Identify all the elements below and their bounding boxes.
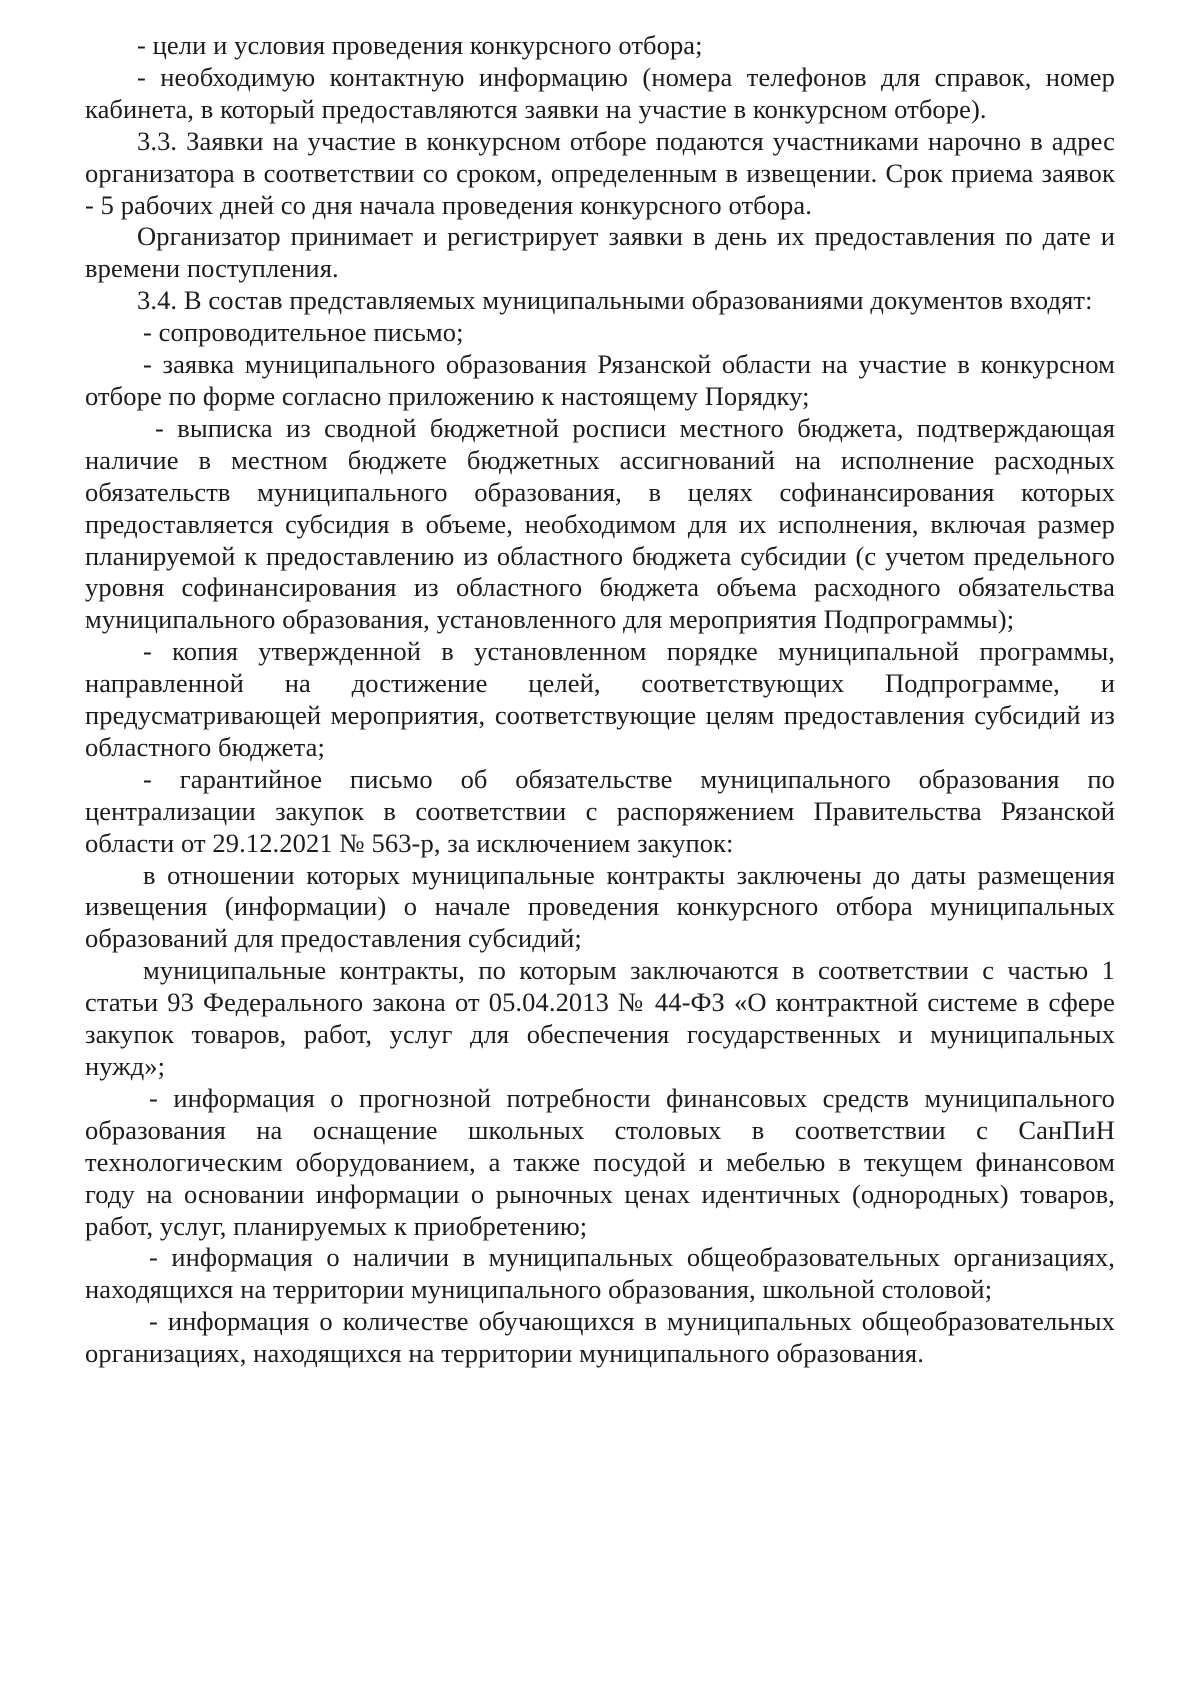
- list-item-contact-info: - необходимую контактную информацию (номера телефонов для справок, номер кабинета, в который предоставляются заявки на участие в конкурсном отборе).: [85, 61, 1115, 124]
- paragraph-organizer: Организатор принимает и регистрирует заявки в день их предоставления по дате и времени поступления.: [85, 221, 1115, 284]
- paragraph-3-3: 3.3. Заявки на участие в конкурсном отборе подаются участниками нарочно в адрес организатора в соответствии со сроком, определенным в извещении. Срок приема заявок - 5 рабочих дней со дня начала проведения конкурсного отбора.: [85, 125, 1115, 220]
- paragraph-3-4: 3.4. В состав представляемых муниципальными образованиями документов входят:: [137, 285, 1093, 316]
- document-page: [85, 30, 1115, 1370]
- list-item-forecast-need: - информация о прогнозной потребности финансовых средств муниципального образования на оснащение школьных столовых в соответствии с СанПиН технологическим оборудованием, а также посудой и мебелью в текущем финансовом году на основании информации о рыночных ценах идентичных (однородных) товаров, работ, услуг, планируемых к приобретению;: [85, 1082, 1115, 1241]
- list-item-application: - заявка муниципального образования Рязанской области на участие в конкурсном отборе по форме согласно приложению к настоящему Порядку;: [85, 349, 1115, 411]
- sub-item-contracts-article-93: муниципальные контракты, по которым заключаются в соответствии с частью 1 статьи 93 Федерального закона от 05.04.2013 № 44-ФЗ «О контрактной системе в сфере закупок товаров, работ, услуг для обеспечения государственных и муниципальных нужд»;: [85, 955, 1115, 1081]
- list-item-budget-extract: - выписка из сводной бюджетной росписи местного бюджета, подтверждающая наличие в местном бюджете бюджетных ассигнований на исполнение расходных обязательств муниципального образования, в целях софинансирования которых предоставляется субсидия в объеме, необходимом для их исполнения, включая размер планируемой к предоставлению из областного бюджета субсидии (с учетом предельного уровня софинансирования из областного бюджета объема расходного обязательства муниципального образования, установленного для мероприятия Подпрограммы);: [85, 412, 1115, 635]
- list-item-student-count: - информация о количестве обучающихся в муниципальных общеобразовательных организациях, находящихся на территории муниципального образования.: [85, 1306, 1115, 1369]
- list-item-guarantee-letter: - гарантийное письмо об обязательстве муниципального образования по централизации закупок в соответствии с распоряжением Правительства Рязанской области от 29.12.2021 № 563-р, за исключением закупок:: [85, 763, 1115, 858]
- list-item-goals-conditions: - цели и условия проведения конкурсного отбора;: [137, 30, 703, 60]
- list-item-cover-letter: - сопроводительное письмо;: [143, 317, 464, 348]
- list-item-program-copy: - копия утвержденной в установленном порядке муниципальной программы, направленной на достижение целей, соответствующих Подпрограмме, и предусматривающей мероприятия, соответствующие целям предоставления субсидий из областного бюджета;: [85, 636, 1115, 762]
- sub-item-contracts-concluded: в отношении которых муниципальные контракты заключены до даты размещения извещения (информации) о начале проведения конкурсного отбора муниципальных образований для предоставления субсидий;: [85, 859, 1115, 954]
- list-item-canteen-availability: - информация о наличии в муниципальных общеобразовательных организациях, находящихся на территории муниципального образования, школьной столовой;: [85, 1242, 1115, 1305]
